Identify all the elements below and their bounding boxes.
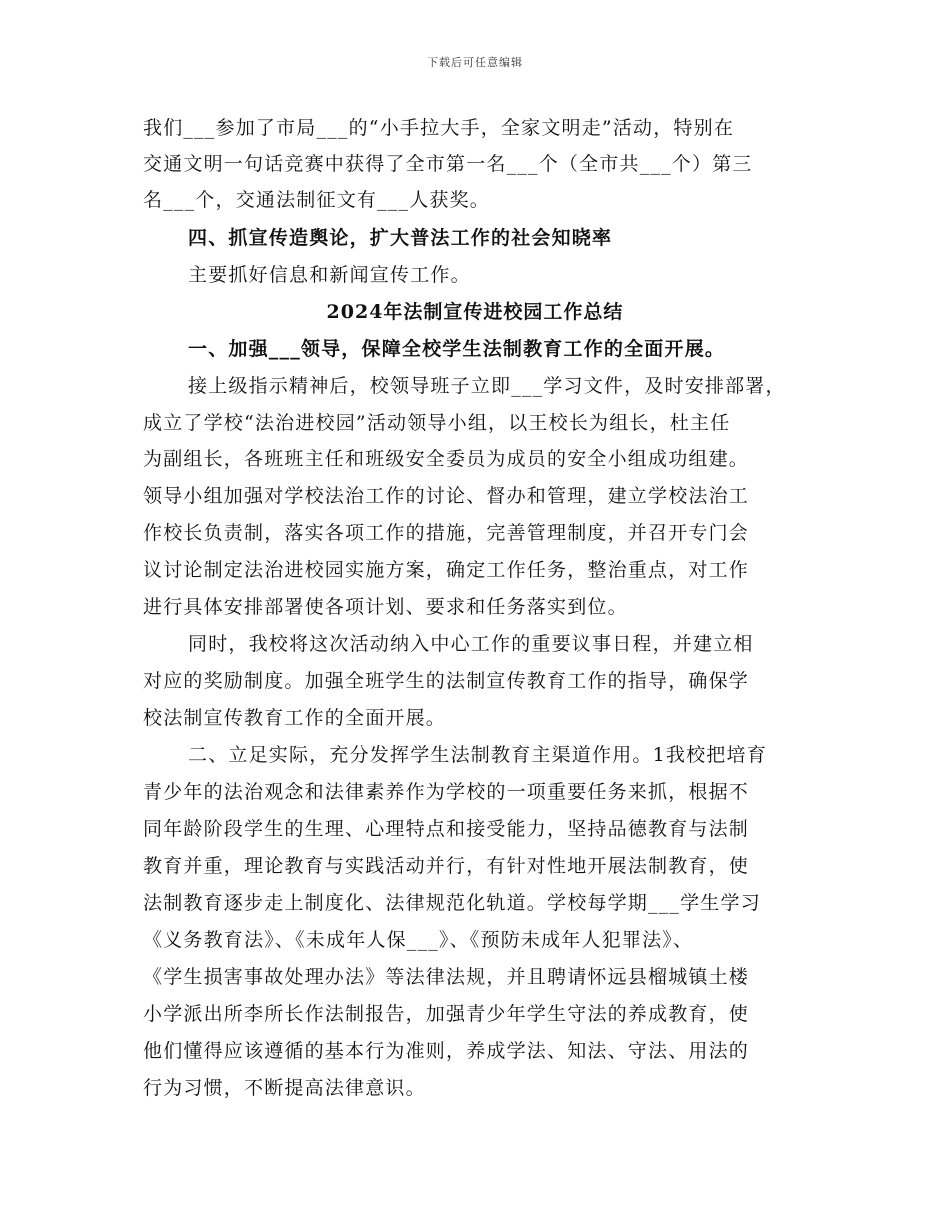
section-heading: 一、加强___领导，保障全校学生法制教育工作的全面开展。 xyxy=(188,338,726,360)
body-line: 教育并重，理论教育与实践活动并行，有针对性地开展法制教育，使 xyxy=(143,855,750,877)
body-line: 青少年的法治观念和法律素养作为学校的一项重要任务来抓，根据不 xyxy=(143,781,750,803)
body-line: 《义务教育法》、《未成年人保___》、《预防未成年人犯罪法》、 xyxy=(143,929,694,951)
body-line: 法制教育逐步走上制度化、法律规范化轨道。学校每学期___学生学习 xyxy=(143,892,761,914)
body-line: 作校长负责制，落实各项工作的措施，完善管理制度，并召开专门会 xyxy=(143,522,750,544)
body-line: 名___个，交通法制征文有___人获奖。 xyxy=(143,189,491,211)
body-line: 进行具体安排部署使各项计划、要求和任务落实到位。 xyxy=(143,596,628,618)
section-heading: 四、抓宣传造舆论，扩大普法工作的社会知晓率 xyxy=(188,227,613,249)
body-line: 他们懂得应该遵循的基本行为准则，养成学法、知法、守法、用法的 xyxy=(143,1040,750,1062)
body-line: 对应的奖励制度。加强全班学生的法制宣传教育工作的指导，确保学 xyxy=(143,670,750,692)
body-line: 《学生损害事故处理办法》等法律法规，并且聘请怀远县榴城镇土楼 xyxy=(143,966,750,988)
body-line: 我们___参加了市局___的“小手拉大手，全家文明走”活动，特别在 xyxy=(143,117,735,139)
body-line: 交通文明一句话竞赛中获得了全市第一名___个（全市共___个）第三 xyxy=(143,153,753,175)
body-line: 领导小组加强对学校法治工作的讨论、督办和管理，建立学校法治工 xyxy=(143,485,750,507)
body-line: 小学派出所李所长作法制报告，加强青少年学生守法的养成教育，使 xyxy=(143,1003,750,1025)
document-title: 2024年法制宣传进校园工作总结 xyxy=(326,301,624,323)
body-line: 校法制宣传教育工作的全面开展。 xyxy=(143,707,447,729)
body-line: 议讨论制定法治进校园实施方案，确定工作任务，整治重点，对工作 xyxy=(143,559,750,581)
body-line: 成立了学校“法治进校园”活动领导小组，以王校长为组长，杜主任 xyxy=(143,412,731,434)
body-line: 同时，我校将这次活动纳入中心工作的重要议事日程，并建立相 xyxy=(188,633,754,655)
body-line: 接上级指示精神后，校领导班子立即___学习文件，及时安排部署， xyxy=(188,375,786,397)
body-line: 行为习惯，不断提高法律意识。 xyxy=(143,1077,426,1099)
body-line: 主要抓好信息和新闻宣传工作。 xyxy=(188,264,471,286)
page-header: 下载后可任意编辑 xyxy=(427,56,523,69)
body-line: 为副组长，各班班主任和班级安全委员为成员的安全小组成功组建。 xyxy=(143,448,750,470)
body-line: 二、立足实际，充分发挥学生法制教育主渠道作用。1我校把培育 xyxy=(188,744,767,766)
body-line: 同年龄阶段学生的生理、心理特点和接受能力，坚持品德教育与法制 xyxy=(143,818,750,840)
